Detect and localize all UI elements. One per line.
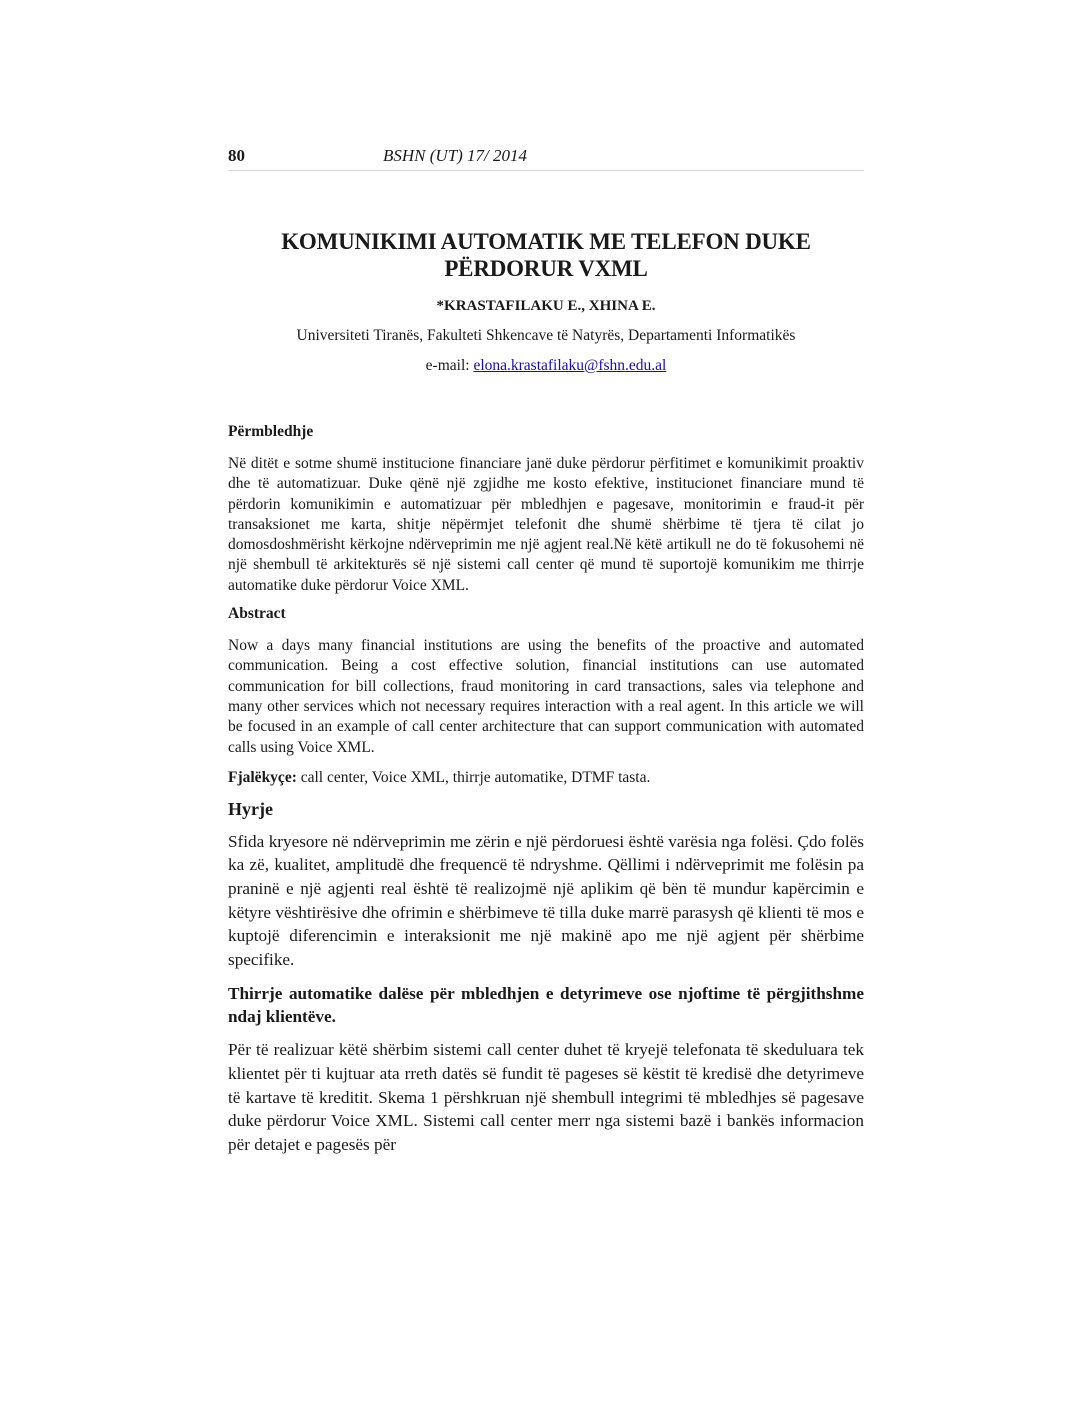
email-label: e-mail:: [425, 357, 474, 374]
keywords-label: Fjalëkyçe:: [228, 768, 297, 786]
email-link[interactable]: elona.krastafilaku@fshn.edu.al: [473, 357, 667, 374]
hyrje-heading: Hyrje: [228, 798, 273, 819]
abstract-heading: Abstract: [228, 605, 286, 623]
permbledhje-heading: Përmbledhje: [228, 423, 314, 440]
abstract-paragraph: Now a days many financial institutions are using the benefits of the proactive and automated communication. Being a cost effective solution, financial institutions can use automated communication for bill collections, fraud monitoring in card transactions, sales via telephone and many other services which not necessary requires interaction with a real agent. In this article we will be focused in an example of call center architecture that can support communication with automated calls using Voice XML.: [228, 637, 864, 756]
keywords: [228, 768, 864, 788]
title-block: [228, 228, 864, 375]
journal-name: BSHN (UT) 17/ 2014: [383, 146, 528, 165]
hyrje-paragraph: Sfida kryesore në ndërveprimin me zërin e një përdoruesi është varësia nga folësi. Çdo folës ka zë, kualitet, amplitudë dhe frequencë të ndryshme. Qëllimi i ndërveprimit me folësin pa praninë e një agjenti real është të realizojmë një aplikim që bën të mundur kapërcimin e këtyre vështirësive dhe ofrimin e shërbimeve të tilla duke marrë parasysh që klienti të mos e kuptojë diferencimin e interaksionit me një makinë apo me një agjent për shërbime specifike.: [228, 831, 864, 969]
article-title-line-2: PËRDORUR VXML: [444, 256, 648, 281]
article-title: [228, 228, 864, 282]
email-line: [228, 357, 864, 375]
thirrje-paragraph: Për të realizuar këtë shërbim sistemi call center duhet të kryejë telefonata të skeduluara tek klientet për ti kujtuar ata rreth datës së fundit të pageses së këstit të kredisë dhe detyrimeve të kartave të kreditit. Skema 1 përshkruan një shembull integrimi të mbledhjes së pagesave duke përdorur Voice XML. Sistemi call center merr nga sistemi bazë i bankës informacion për detajet e pagesës për: [228, 1040, 864, 1154]
authors: *KRASTAFILAKU E., XHINA E.: [436, 298, 656, 314]
page-number: 80: [228, 146, 245, 165]
running-header: [228, 144, 864, 171]
keywords-text: call center, Voice XML, thirrje automatike, DTMF tasta.: [296, 768, 651, 786]
affiliation: Universiteti Tiranës, Fakulteti Shkencave të Natyrës, Departamenti Informatikës: [296, 327, 796, 344]
permbledhje-paragraph: Në ditët e sotme shumë institucione financiare janë duke përdorur përfitimet e komunikimit proaktiv dhe të automatizuar. Duke qënë një zgjidhe me kosto efektive, institucionet financiare mund të përdorin komunikimin e automatizuar për mbledhjen e pagesave, monitorimin e fraud-it për transaksionet me karta, shitje nëpërmjet telefonit dhe shumë shërbime të tjera të cilat jo domosdoshmërisht kërkojne ndërveprimin me një agjent real.Në këtë artikull ne do të fokusohemi në një shembull të arkitekturës së një sistemi call center që mund të suportojë komunikim me thirrje automatike duke përdorur Voice XML.: [228, 455, 864, 594]
thirrje-heading: Thirrje automatike dalëse për mbledhjen e detyrimeve ose njoftime të përgjithshme ndaj klientëve.: [228, 984, 864, 1026]
article-title-line-1: KOMUNIKIMI AUTOMATIK ME TELEFON DUKE: [281, 229, 811, 254]
article-body: [228, 422, 864, 1156]
